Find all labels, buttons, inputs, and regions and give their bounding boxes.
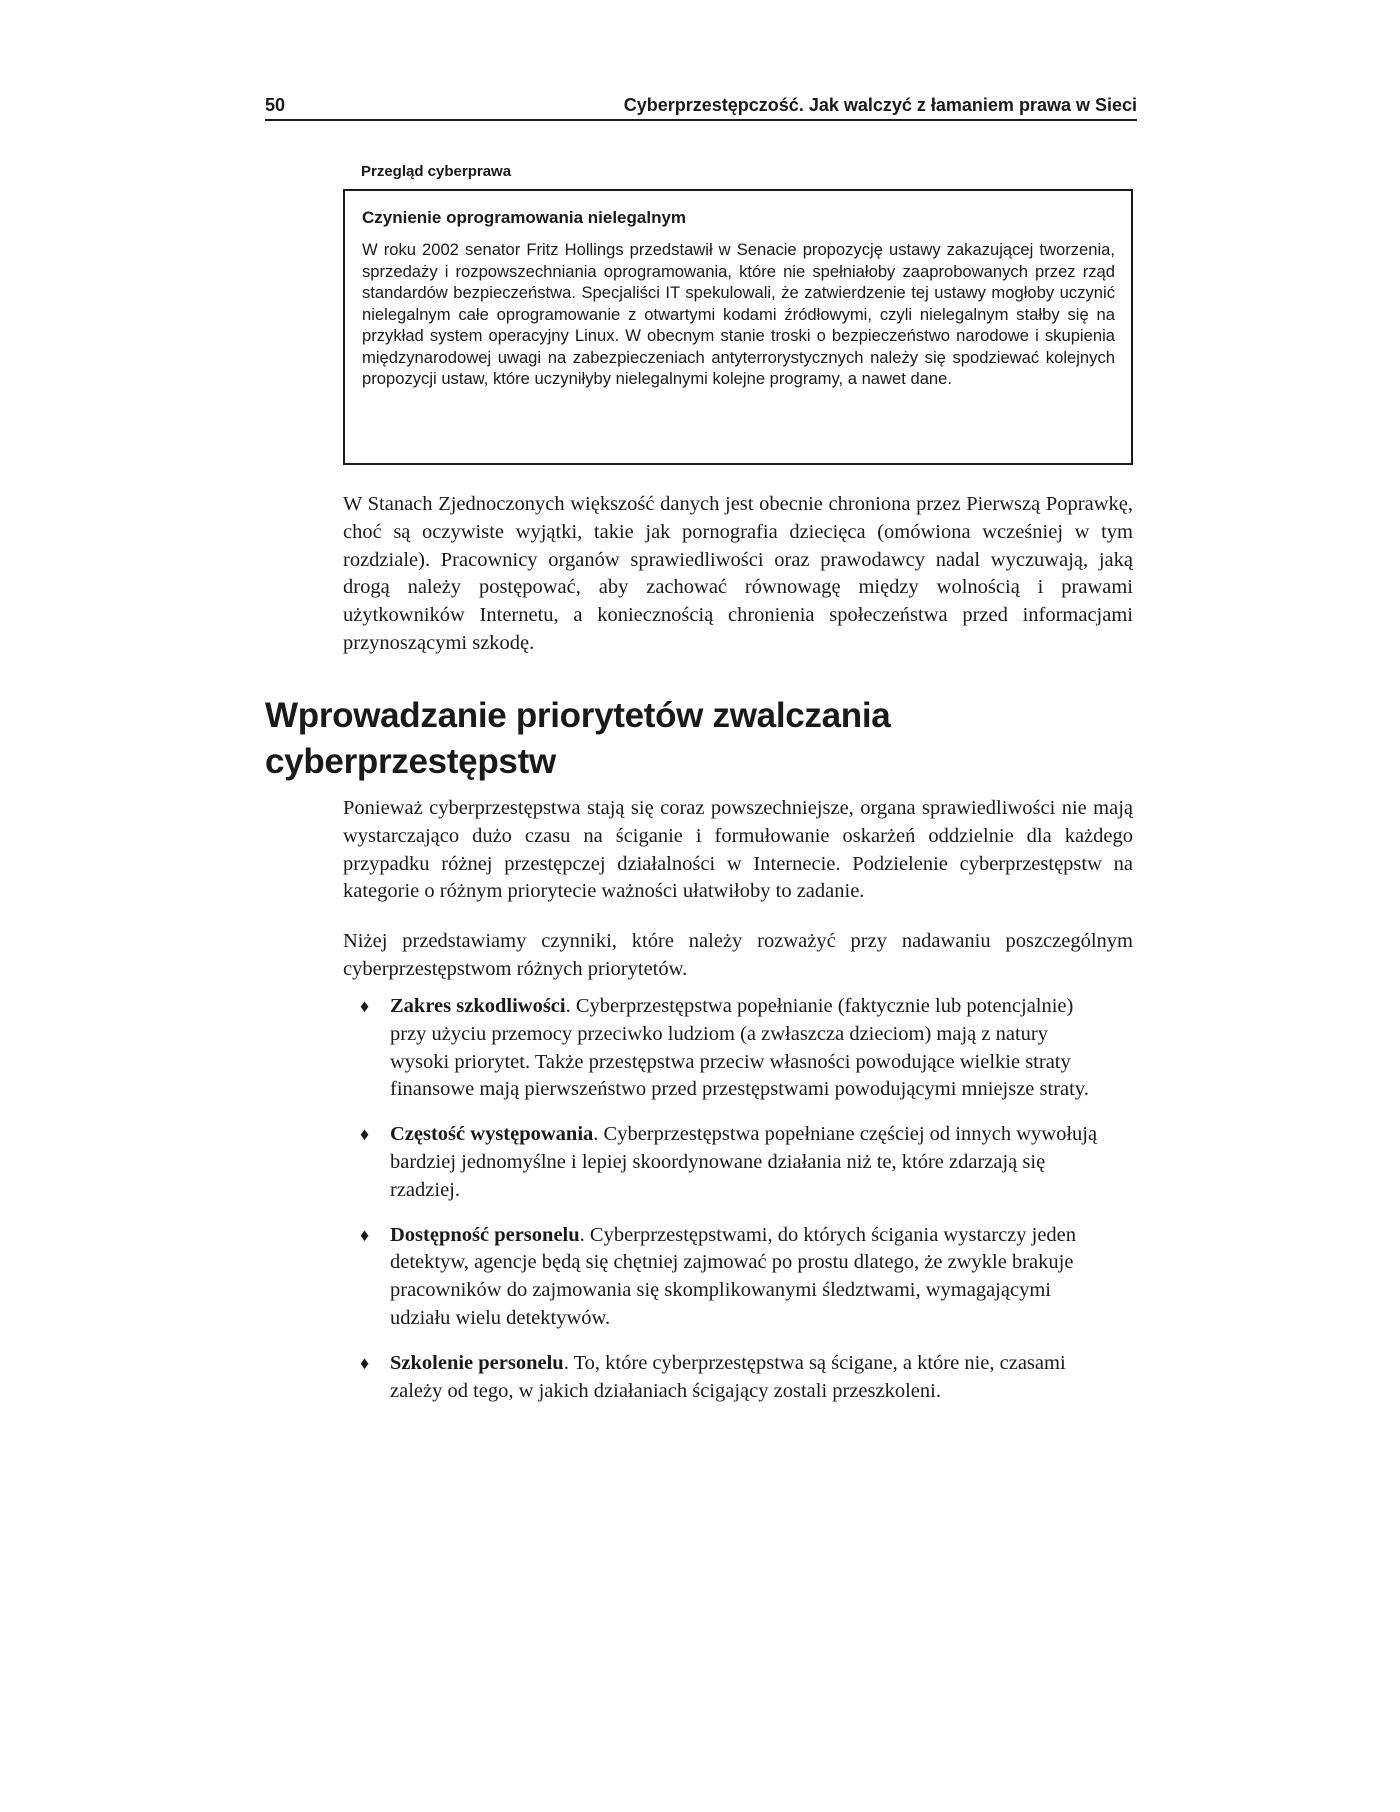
sidebar-box [343,189,1133,465]
sidebar-body: W roku 2002 senator Fritz Hollings przedstawił w Senacie propozycję ustawy zakazującej tworzenia, sprzedaży i rozpowszechniania oprogramowania, które nie spełniałoby zaaprobowanych przez rząd standardów bezpieczeństwa. Specjaliści IT spekulowali, że zatwierdzenie tej ustawy mogłoby uczynić nielegalnym całe oprogramowanie z otwartymi kodami źródłowymi, czyli nielegalnym stałby się na przykład system operacyjny Linux. W obecnym stanie troski o bezpieczeństwo narodowe i skupienia międzynarodowej uwagi na zabezpieczeniach antyterrorystycznych należy się spodziewać kolejnych propozycji ustaw, które uczyniłyby nielegalnymi kolejne programy, a nawet dane. [362,240,1115,388]
paragraph-intro: Ponieważ cyberprzestępstwa stają się coraz powszechniejsze, organa sprawiedliwości nie mają wystarczająco dużo czasu na ściganie i formułowanie oskarżeń oddzielnie dla każdego przypadku różnej przestępczej działalności w Internecie. Podzielenie cyberprzestępstw na kategorie o różnym priorytecie ważności ułatwiłoby to zadanie. [343,797,1133,903]
factor-list [360,993,1100,1422]
diamond-icon: ♦ [360,1352,370,1373]
list-item [360,1350,1100,1406]
page-number: 50 [265,95,286,115]
section-heading: Wprowadzanie priorytetów zwalczania cyberprzestępstw [265,696,891,781]
bullet-term: Zakres szkodliwości [390,995,566,1017]
list-item [360,993,1100,1104]
bullet-text: . Cyberprzestępstwami, do których ścigania wystarczy jeden detektyw, agencje będą się chętniej zajmować po prostu dlatego, że zwykle brakuje pracowników do zajmowania się skomplikowanymi śledztwami, wymagającymi udziału wielu detektywów. [390,1223,1077,1329]
sidebar-title: Czynienie oprogramowania nielegalnym [362,208,687,227]
paragraph-factors: Niżej przedstawiamy czynniki, które należy rozważyć przy nadawaniu poszczególnym cyberprzestępstwom różnych priorytetów. [343,930,1133,980]
sidebar-label: Przegląd cyberprawa [361,163,512,180]
list-item [360,1222,1100,1333]
bullet-text: . Cyberprzestępstwa popełniane częściej od innych wywołują bardziej jednomyślne i lepiej skoordynowane działania niż te, które zdarzają się rzadziej. [390,1123,1098,1201]
diamond-icon: ♦ [360,996,370,1016]
book-title: Cyberprzestępczość. Jak walczyć z łamaniem prawa w Sieci [623,95,1137,115]
bullet-term: Szkolenie personelu [390,1351,564,1374]
running-header [265,95,1137,121]
bullet-term: Dostępność personelu [390,1223,580,1246]
paragraph-first-amendment: W Stanach Zjednoczonych większość danych jest obecnie chroniona przez Pierwszą Poprawkę, choć są oczywiste wyjątki, takie jak pornografia dziecięca (omówiona wcześniej w tym rozdziale). Pracownicy organów sprawiedliwości oraz prawodawcy nadal wyczuwają, jaką drogą należy postępować, aby zachować równowagę między wolnością i prawami użytkowników Internetu, a koniecznością chronienia społeczeństwa przed informacjami przynoszącymi szkodę. [343,493,1133,654]
bullet-text: . Cyberprzestępstwa popełnianie (faktycznie lub potencjalnie) przy użyciu przemocy przeciwko ludziom (a zwłaszcza dzieciom) mają z natury wysoki priorytet. Także przestępstwa przeciw własności powodujące wielkie straty finansowe mają pierwszeństwo przed przestępstwami powodującymi mniejsze straty. [390,995,1089,1101]
bullet-text: . To, które cyberprzestępstwa są ścigane, a które nie, czasami zależy od tego, w jakich działaniach ścigający zostali przeszkoleni. [390,1351,1066,1402]
list-item [360,1121,1100,1204]
bullet-term: Częstość występowania [390,1123,594,1146]
diamond-icon: ♦ [360,1124,370,1145]
diamond-icon: ♦ [360,1224,370,1245]
